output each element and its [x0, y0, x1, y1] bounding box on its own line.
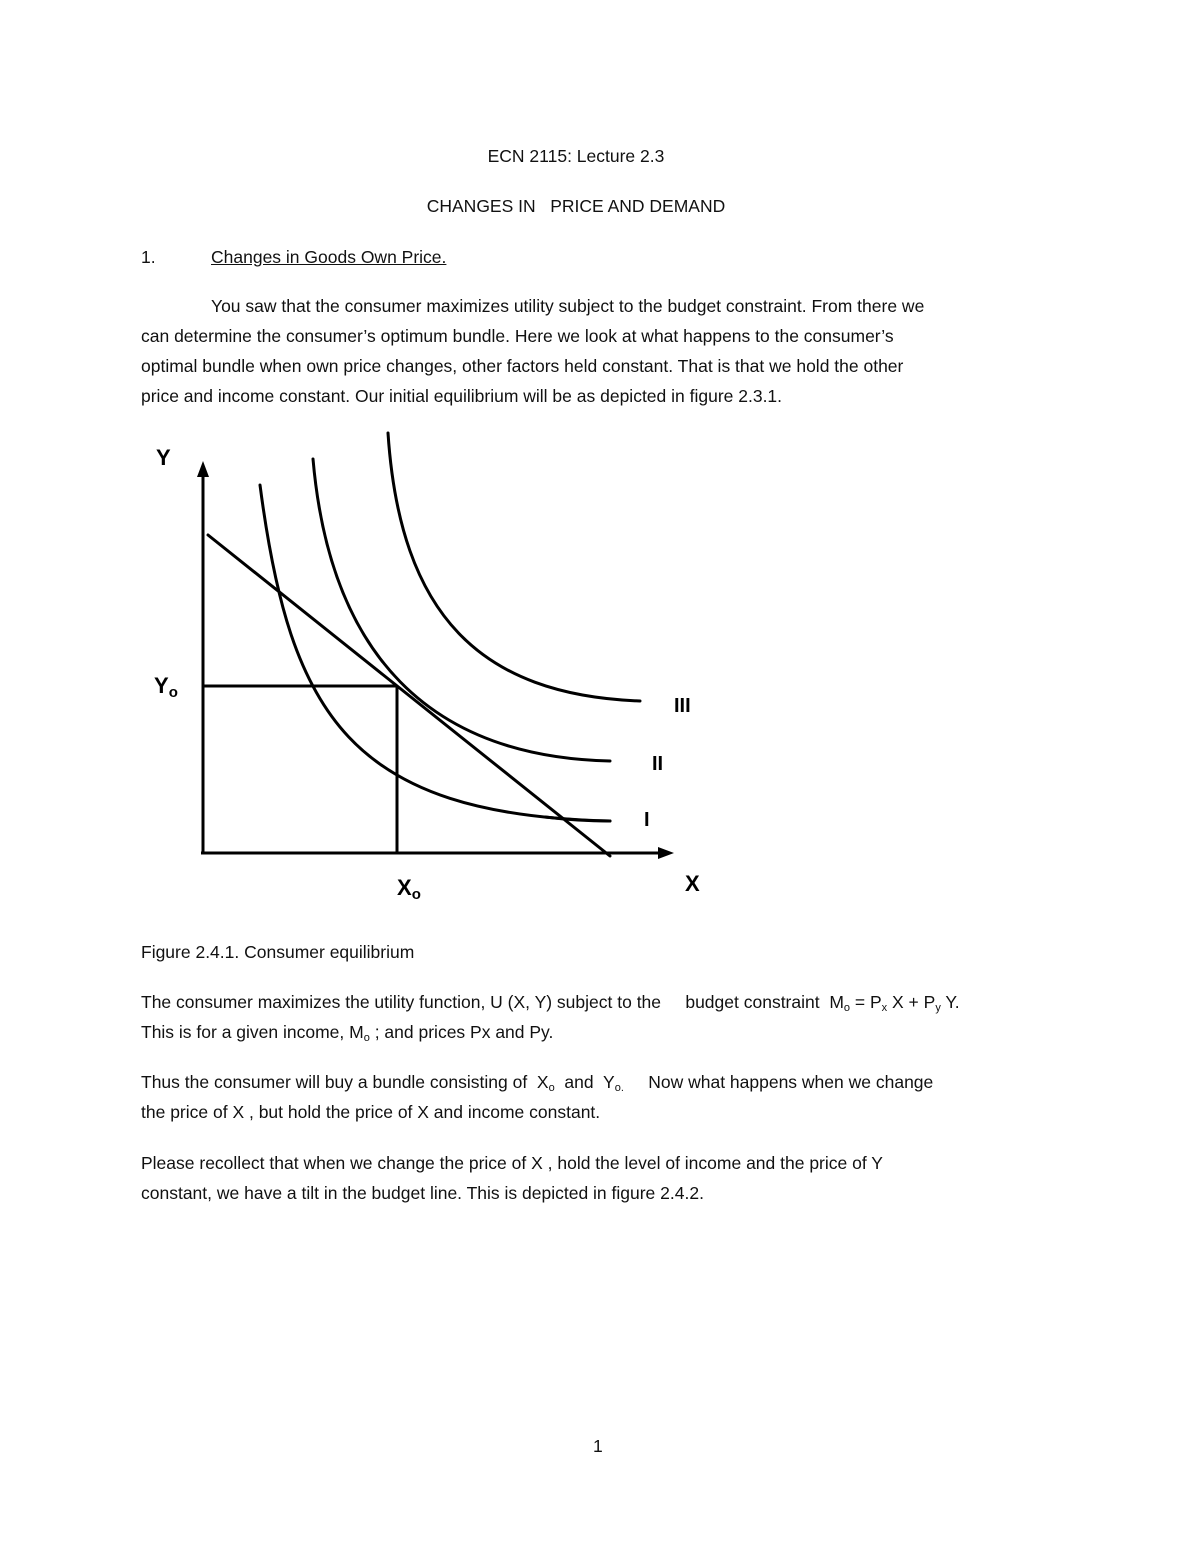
y0-label: Yo: [154, 673, 178, 701]
curve-label-i: I: [644, 809, 650, 831]
x-axis-arrow: [658, 847, 674, 859]
lecture-topic: CHANGES IN PRICE AND DEMAND: [426, 196, 726, 216]
figure-caption: Figure 2.4.1. Consumer equilibrium: [141, 942, 415, 962]
page-number: 1: [593, 1436, 603, 1456]
section-number: 1.: [141, 247, 156, 267]
x0-label: Xo: [397, 875, 421, 903]
indifference-curve-ii: [313, 459, 610, 761]
indifference-curve-iii: [388, 433, 640, 701]
section-title: Changes in Goods Own Price.: [211, 247, 447, 267]
indifference-curve-diagram: [140, 425, 720, 905]
y-axis-label: Y: [156, 445, 171, 470]
indifference-curve-i-tail: [545, 817, 610, 821]
x-axis-label: X: [685, 871, 700, 896]
y-axis-arrow: [197, 461, 209, 477]
indifference-curve-i: [260, 485, 610, 821]
curve-label-ii: II: [652, 753, 664, 775]
budget-line: [208, 535, 610, 856]
lecture-title: ECN 2115: Lecture 2.3: [487, 146, 665, 166]
curve-label-iii: III: [674, 695, 691, 717]
